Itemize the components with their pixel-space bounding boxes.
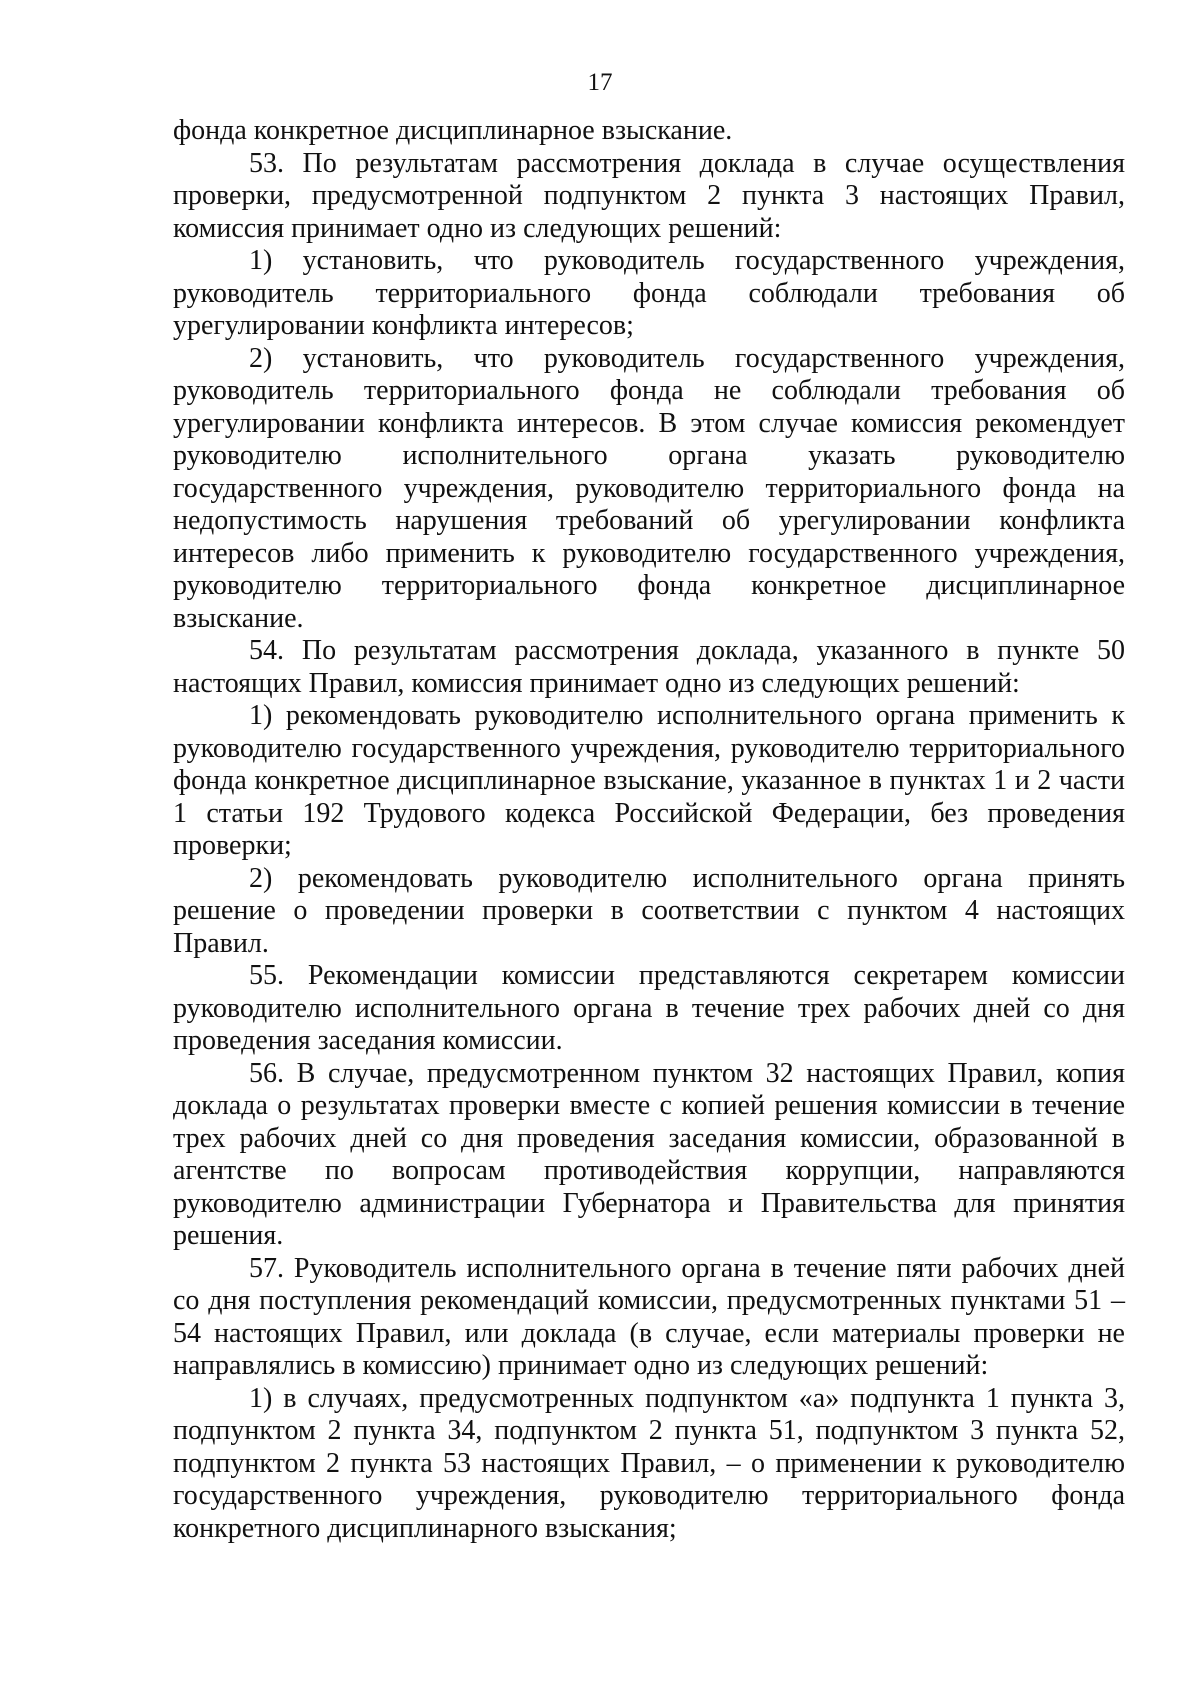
paragraph-54-item-2: 2) рекомендовать руководителю исполнительного органа принять решение о проведении проверки в соответствии с пунктом 4 настоящих Правил. (173, 862, 1125, 959)
page-number: 17 (587, 69, 613, 96)
paragraph-57: 57. Руководитель исполнительного органа в течение пяти рабочих дней со дня поступления рекомендаций комиссии, предусмотренных пунктами 51 – 54 настоящих Правил, или доклада (в случае, если материалы проверки не направлялись в комиссию) принимает одно из следующих решений: (173, 1252, 1125, 1381)
paragraph-53: 53. По результатам рассмотрения доклада в случае осуществления проверки, предусмотренной подпунктом 2 пункта 3 настоящих Правил, комиссия принимает одно из следующих решений: (173, 147, 1125, 244)
paragraph-53-item-1: 1) установить, что руководитель государственного учреждения, руководитель территориального фонда соблюдали требования об урегулировании конфликта интересов; (173, 245, 1125, 341)
paragraph-56: 56. В случае, предусмотренном пунктом 32 настоящих Правил, копия доклада о результатах проверки вместе с копией решения комиссии в течение трех рабочих дней со дня проведения заседания комиссии, образованной в агентстве по вопросам противодействия коррупции, направляются руководителю администрации Губернатора и Правительства для принятия решения. (173, 1057, 1125, 1251)
paragraph-54-item-1: 1) рекомендовать руководителю исполнительного органа применить к руководителю государственного учреждения, руководителю территориального фонда конкретное дисциплинарное взыскание, указанное в пунктах 1 и 2 части 1 статьи 192 Трудового кодекса Российской Федерации, без проведения проверки; (173, 700, 1125, 861)
paragraph-57-item-1: 1) в случаях, предусмотренных подпунктом «а» подпункта 1 пункта 3, подпунктом 2 пункта 34, подпунктом 2 пункта 51, подпунктом 3 пункта 52, подпунктом 2 пункта 53 настоящих Правил, – о применении к руководителю государственного учреждения, руководителю территориального фонда конкретного дисциплинарного взыскания; (173, 1382, 1125, 1544)
paragraph-55: 55. Рекомендации комиссии представляются секретарем комиссии руководителю исполнительного органа в течение трех рабочих дней со дня проведения заседания комиссии. (173, 960, 1125, 1056)
paragraph-54: 54. По результатам рассмотрения доклада, указанного в пункте 50 настоящих Правил, комиссия принимает одно из следующих решений: (173, 635, 1125, 699)
document-body (173, 115, 1125, 1545)
paragraph-continuation: фонда конкретное дисциплинарное взыскание. (173, 115, 733, 146)
paragraph-53-item-2: 2) установить, что руководитель государственного учреждения, руководитель территориального фонда не соблюдали требования об урегулировании конфликта интересов. В этом случае комиссия рекомендует руководителю исполнительного органа указать руководителю государственного учреждения, руководителю территориального фонда на недопустимость нарушения требований об урегулировании конфликта интересов либо применить к руководителю государственного учреждения, руководителю территориального фонда конкретное дисциплинарное взыскание. (173, 342, 1125, 634)
